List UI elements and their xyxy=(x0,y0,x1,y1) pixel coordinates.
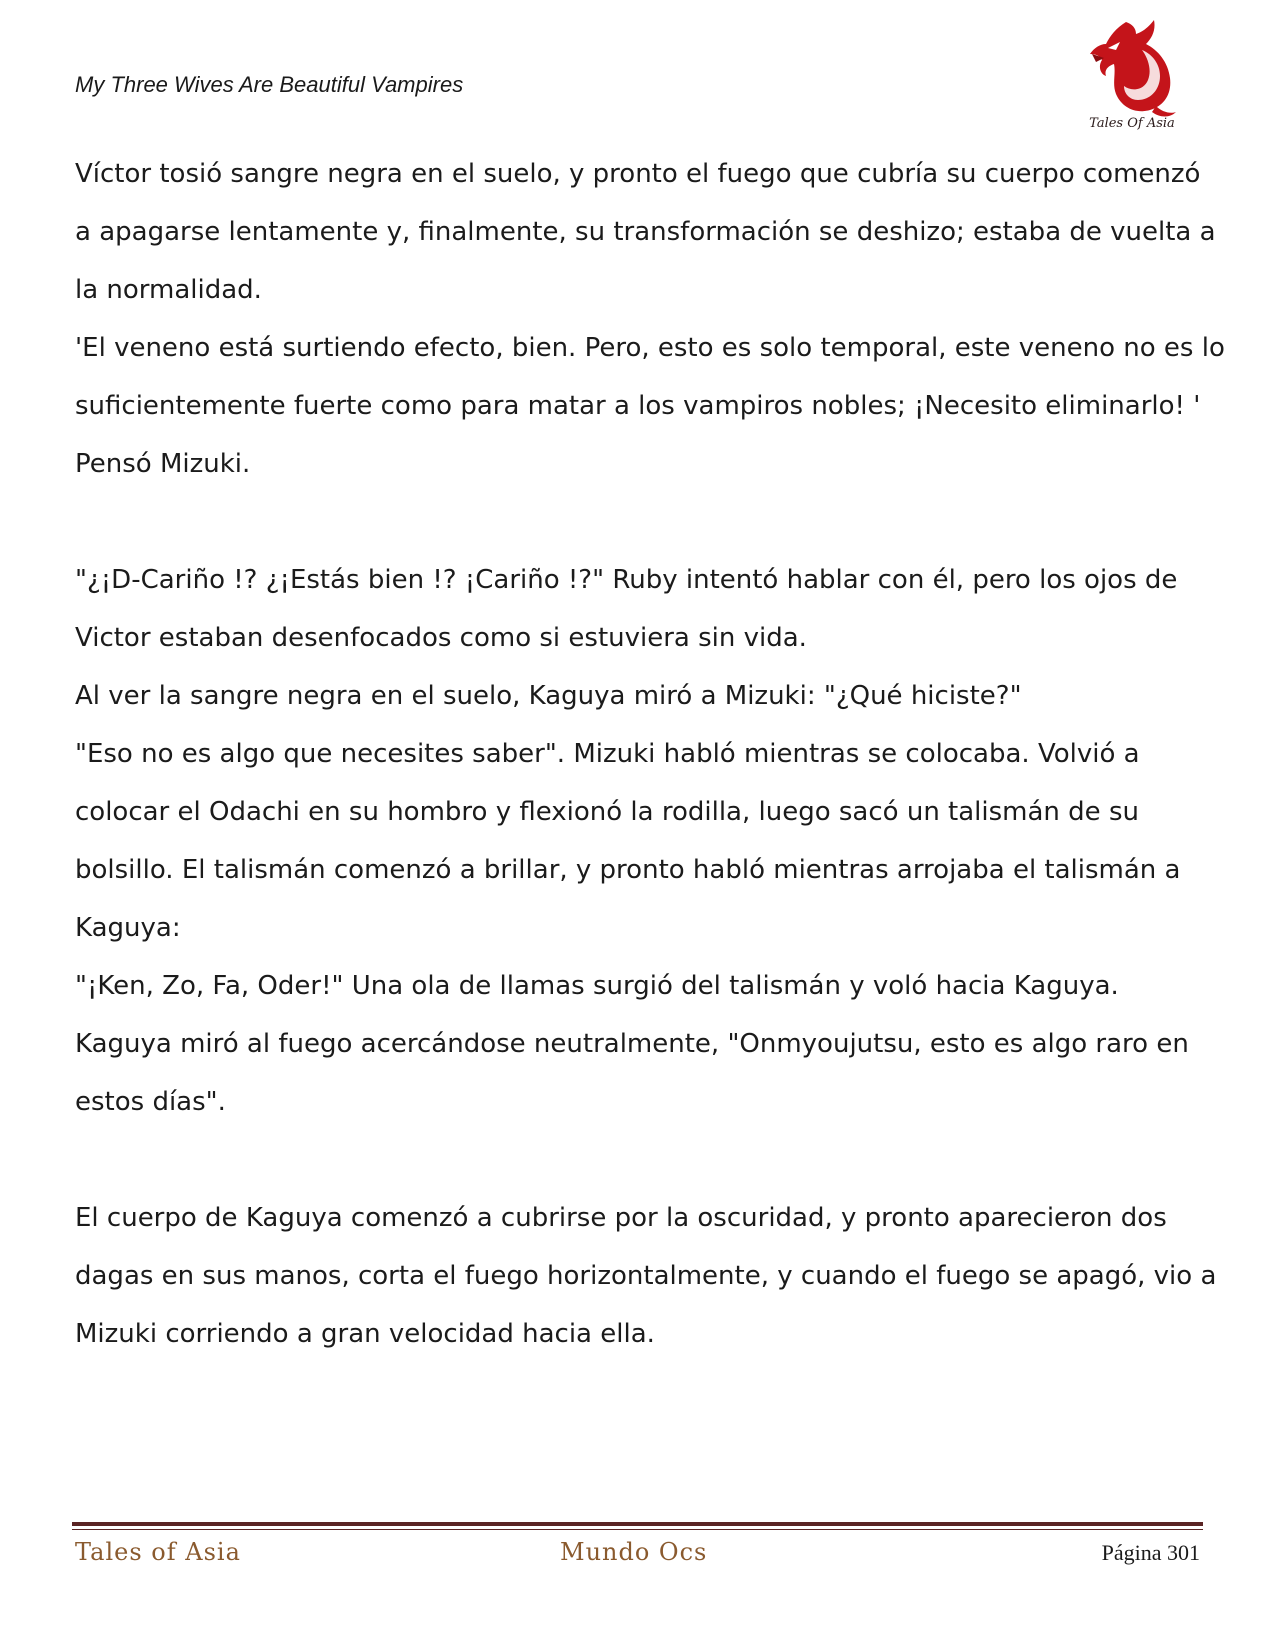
paragraph-gap xyxy=(75,1131,1205,1189)
text-line: El cuerpo de Kaguya comenzó a cubrirse por la oscuridad, y pronto aparecieron dos xyxy=(75,1203,1167,1233)
text-line: colocar el Odachi en su hombro y flexionó la rodilla, luego sacó un talismán de su xyxy=(75,797,1139,827)
text-line: estos días". xyxy=(75,1087,226,1117)
footer-divider xyxy=(72,1522,1203,1526)
text-line: Mizuki corriendo a gran velocidad hacia ella. xyxy=(75,1319,655,1349)
text-line: la normalidad. xyxy=(75,275,262,305)
book-title: My Three Wives Are Beautiful Vampires xyxy=(75,72,464,97)
text-line: bolsillo. El talismán comenzó a brillar, y pronto habló mientras arrojaba el talismán a xyxy=(75,855,1181,885)
text-line: Kaguya: xyxy=(75,913,181,943)
text-line: "Eso no es algo que necesites saber". Mizuki habló mientras se colocaba. Volvió a xyxy=(75,739,1140,769)
chapter-text xyxy=(75,145,1225,1363)
text-line: Kaguya miró al fuego acercándose neutralmente, "Onmyoujutsu, esto es algo raro en xyxy=(75,1029,1189,1059)
page-number: Página 301 xyxy=(1101,1540,1200,1565)
text-line: suficientemente fuerte como para matar a los vampiros nobles; ¡Necesito eliminarlo! ' xyxy=(75,391,1201,421)
text-line: a apagarse lentamente y, finalmente, su transformación se deshizo; estaba de vuelta a xyxy=(75,217,1216,247)
text-line: 'El veneno está surtiendo efecto, bien. Pero, esto es solo temporal, este veneno no es lo xyxy=(75,333,1225,363)
text-line: Victor estaban desenfocados como si estuviera sin vida. xyxy=(75,623,807,653)
text-line: dagas en sus manos, corta el fuego horizontalmente, y cuando el fuego se apagó, vio a xyxy=(75,1261,1217,1291)
text-line: Al ver la sangre negra en el suelo, Kaguya miró a Mizuki: "¿Qué hiciste?" xyxy=(75,681,1022,711)
text-line: Víctor tosió sangre negra en el suelo, y pronto el fuego que cubría su cuerpo comenzó xyxy=(75,159,1201,189)
paragraph-gap xyxy=(75,493,1205,551)
footer-publisher: Tales of Asia xyxy=(75,1538,241,1566)
text-line: Pensó Mizuki. xyxy=(75,449,251,479)
footer-divider-thin xyxy=(72,1529,1203,1530)
text-line: "¡Ken, Zo, Fa, Oder!" Una ola de llamas surgió del talismán y voló hacia Kaguya. xyxy=(75,971,1119,1001)
text-line: "¿¡D-Cariño !? ¿¡Estás bien !? ¡Cariño !?" Ruby intentó hablar con él, pero los ojos de xyxy=(75,565,1178,595)
footer-translator: Mundo Ocs xyxy=(560,1538,708,1566)
logo-text: Tales Of Asia xyxy=(1089,116,1175,131)
